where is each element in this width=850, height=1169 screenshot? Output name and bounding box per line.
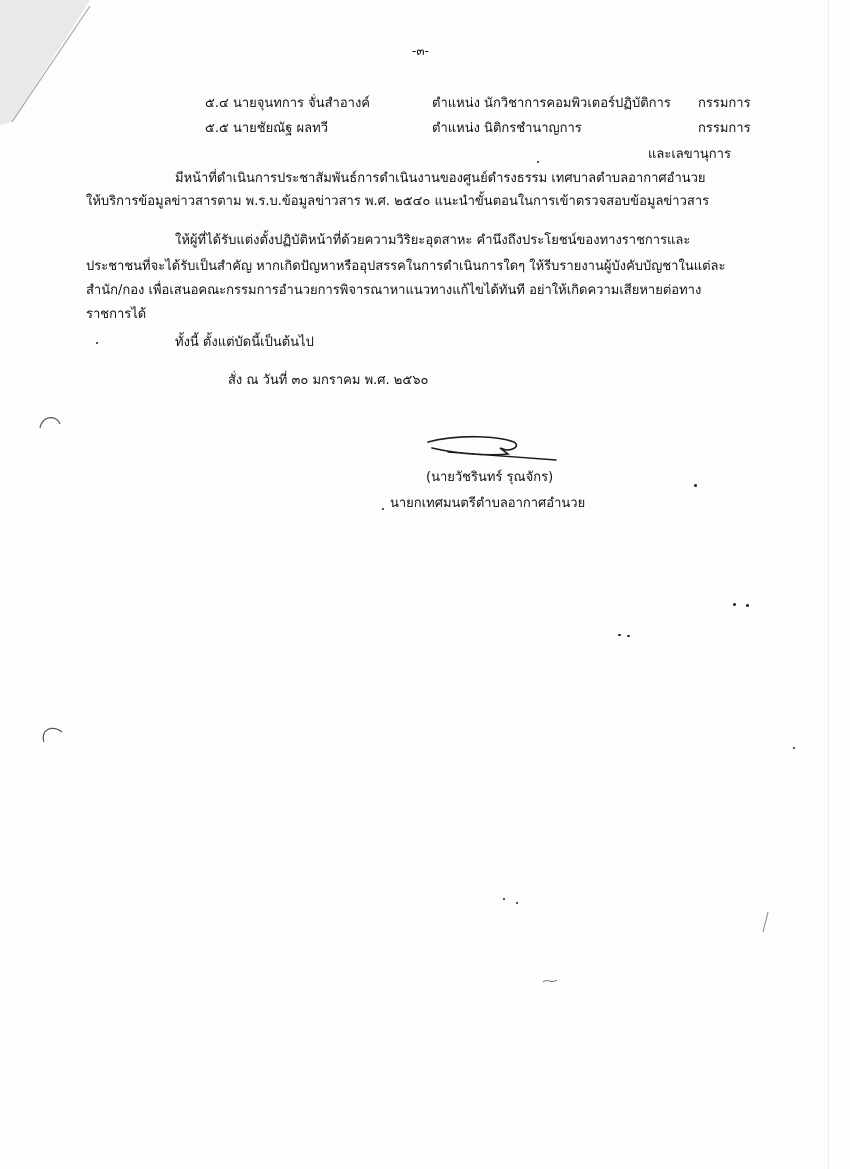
order-date: สั่ง ณ วันที่ ๓๐ มกราคม พ.ศ. ๒๕๖๐	[228, 373, 429, 388]
member-position: ตำแหน่ง นิติกรชำนาญการ	[432, 121, 582, 136]
handwritten-signature	[418, 428, 558, 468]
member-role: กรรมการ	[698, 96, 751, 111]
member-role: กรรมการ	[698, 121, 751, 136]
page-corner-shadow	[0, 0, 100, 130]
member-name: ๕.๔ นายจุนทการ จั่นสำอางค์	[205, 96, 370, 111]
signer-name: (นายวัชรินทร์ รุณจักร)	[426, 470, 554, 485]
scan-speck	[733, 603, 736, 606]
instruction-paragraph-line: สำนัก/กอง เพื่อเสนอคณะกรรมการอำนวยการพิจารณาหาแนวทางแก้ไขได้ทันที อย่าให้เกิดความเสียหายต่อทาง	[86, 283, 702, 298]
scan-speck	[503, 898, 505, 900]
scan-speck	[627, 635, 630, 637]
scan-speck	[516, 902, 518, 904]
member-position: ตำแหน่ง นักวิชาการคอมพิวเตอร์ปฏิบัติการ	[432, 96, 671, 111]
scan-speck	[96, 342, 98, 344]
page-number: -๓-	[412, 44, 429, 58]
duty-paragraph-line: ให้บริการข้อมูลข่าวสารตาม พ.ร.บ.ข้อมูลข่าวสาร พ.ศ. ๒๕๔๐ แนะนำขั้นตอนในการเข้าตรวจสอบข้อมูลข่าวสาร	[86, 194, 710, 209]
member-name: ๕.๕ นายชัยณัฐ ผลทวี	[205, 121, 329, 136]
binder-hole-mark	[40, 722, 64, 746]
effective-date-text: ทั้งนี้ ตั้งแต่บัดนี้เป็นต้นไป	[175, 335, 314, 350]
scan-speck	[537, 161, 539, 163]
instruction-paragraph-line: ให้ผู้ที่ได้รับแต่งตั้งปฏิบัติหน้าที่ด้วยความวิริยะอุตสาหะ คำนึงถึงประโยชน์ของทางราชการและ	[175, 233, 691, 248]
scan-smudge	[541, 976, 561, 986]
instruction-paragraph-line: ประชาชนที่จะได้รับเป็นสำคัญ หากเกิดปัญหาหรืออุปสรรคในการดำเนินการใดๆ ให้รีบรายงานผู้บังคับบัญชาในแต่ละ	[86, 259, 726, 274]
signer-title: นายกเทศมนตรีตำบลอากาศอำนวย	[390, 496, 586, 511]
scan-speck	[618, 634, 621, 636]
instruction-paragraph-line: ราชการได้	[86, 307, 147, 322]
scan-edge-line	[828, 0, 829, 1169]
member-role-extra: และเลขานุการ	[648, 147, 731, 162]
scan-speck	[382, 508, 384, 510]
scan-speck	[746, 604, 749, 607]
scan-smudge	[760, 910, 770, 934]
binder-hole-mark	[38, 410, 62, 434]
duty-paragraph-line: มีหน้าที่ดำเนินการประชาสัมพันธ์การดำเนินงานของศูนย์ดำรงธรรม เทศบาลตำบลอากาศอำนวย	[175, 171, 706, 186]
scan-speck	[793, 747, 795, 749]
scan-speck	[694, 484, 697, 487]
